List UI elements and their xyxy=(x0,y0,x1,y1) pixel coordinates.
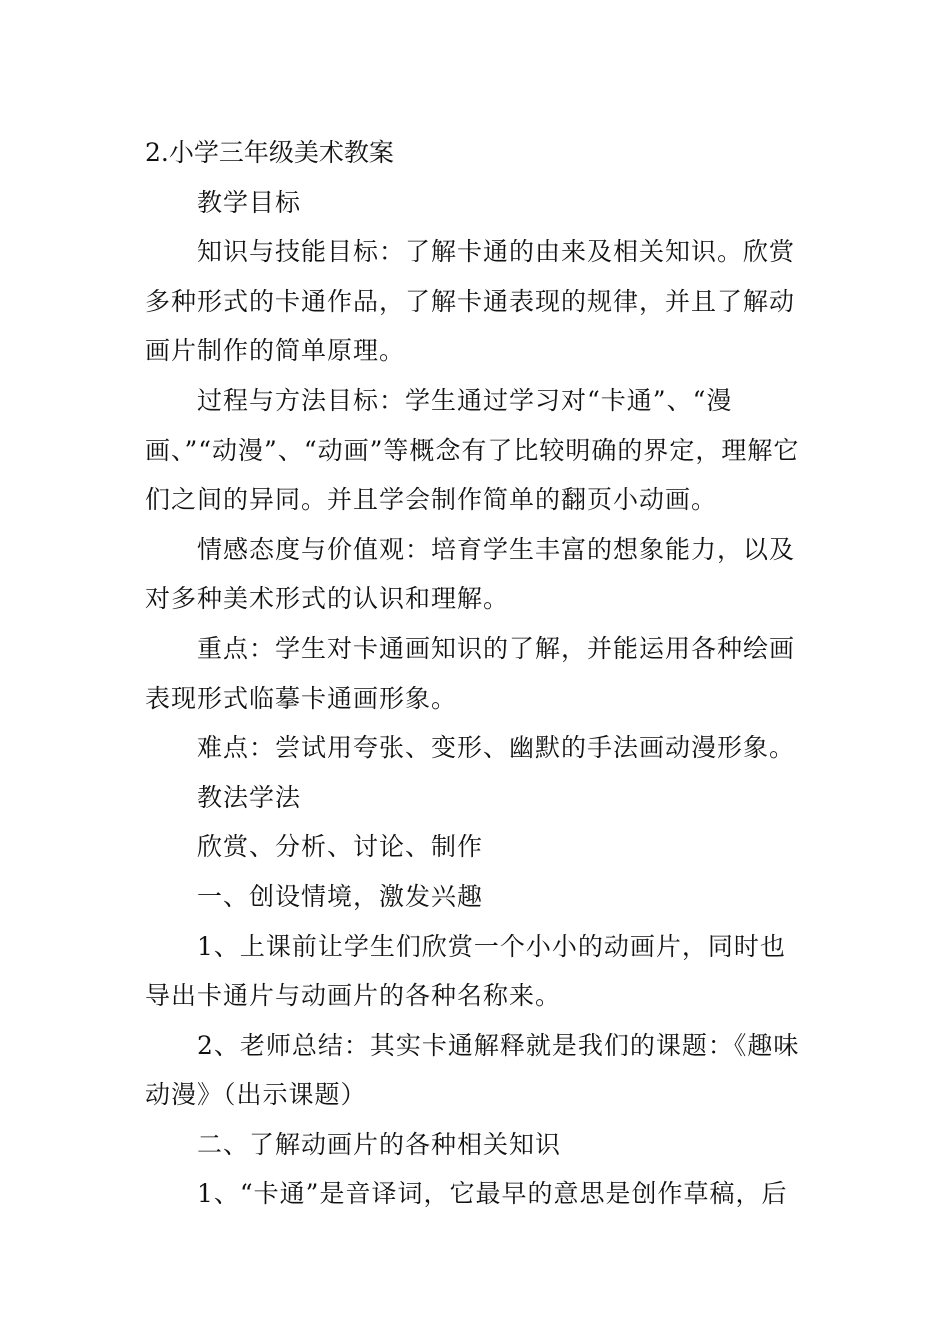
document-title: 2.小学三年级美术教案 xyxy=(145,138,394,167)
paragraph-step-1: 1、上课前让学生们欣赏一个小小的动画片，同时也导出卡通片与动画片的各种名称来。 xyxy=(145,931,786,1011)
paragraph-step-2: 2、老师总结：其实卡通解释就是我们的课题：《趣味动漫》（出示课题） xyxy=(145,1030,800,1110)
paragraph-knowledge-skills: 知识与技能目标：了解卡通的由来及相关知识。欣赏多种形式的卡通作品，了解卡通表现的规律，并且了解动画片制作的简单原理。 xyxy=(145,237,796,366)
paragraph-values: 情感态度与价值观：培育学生丰富的想象能力，以及对多种美术形式的认识和理解。 xyxy=(145,534,796,614)
paragraph-methods-list: 欣赏、分析、讨论、制作 xyxy=(197,832,484,862)
paragraph-cartoon-definition: 1、“卡通”是音译词，它最早的意思是创作草稿，后 xyxy=(197,1179,788,1209)
paragraph-key-points: 重点：学生对卡通画知识的了解，并能运用各种绘画表现形式临摹卡通画形象。 xyxy=(145,633,796,713)
section-heading-part-two: 二、了解动画片的各种相关知识 xyxy=(197,1129,562,1159)
section-heading-objectives: 教学目标 xyxy=(197,187,302,217)
document-body xyxy=(145,128,810,1219)
paragraph-difficulties: 难点：尝试用夸张、变形、幽默的手法画动漫形象。 xyxy=(197,733,796,763)
section-heading-methods: 教法学法 xyxy=(197,782,302,812)
section-heading-part-one: 一、创设情境，激发兴趣 xyxy=(197,881,484,911)
paragraph-process-methods: 过程与方法目标：学生通过学习对“卡通”、“漫画、”“动漫”、“动画”等概念有了比较明确的界定，理解它们之间的异同。并且学会制作简单的翻页小动画。 xyxy=(145,385,800,515)
